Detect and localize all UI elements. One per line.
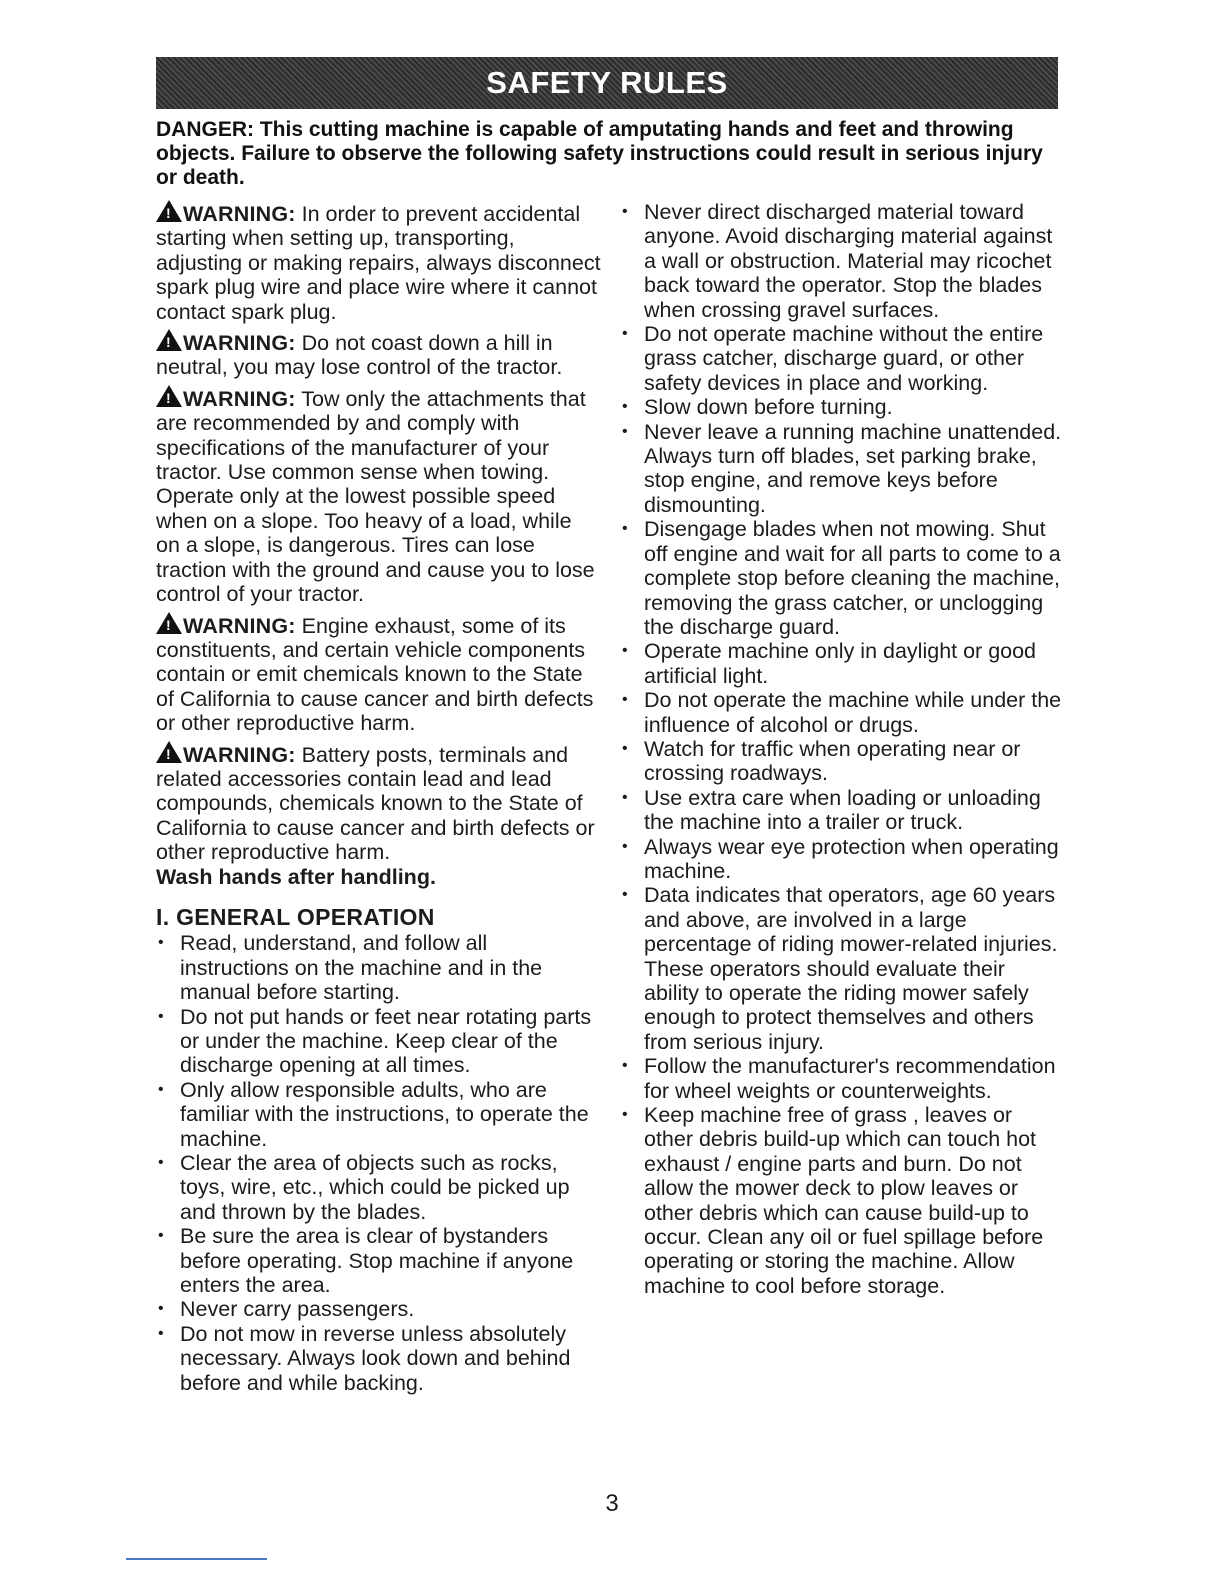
- list-item: • Do not mow in reverse unless absolutely necessary. Always look down and behind before and while backing.: [156, 1322, 601, 1395]
- list-item: • Slow down before turning.: [620, 395, 1065, 419]
- warning-text: Tow only the attachments that are recommended by and comply with specifications of the manufacturer of your tractor. Use common sense when towing. Operate only at the lowest possible speed when on a slope. Too heavy of a load, while on a slope, is dangerous. Tires can lose traction with the ground and cause you to lose control of your tractor.: [156, 386, 595, 607]
- list-item: • Do not put hands or feet near rotating parts or under the machine. Keep clear of the discharge opening at all times.: [156, 1005, 601, 1078]
- list-item: • Never leave a running machine unattended. Always turn off blades, set parking brake, stop engine, and remove keys before dismounting.: [620, 420, 1065, 518]
- list-item: • Do not operate the machine while under the influence of alcohol or drugs.: [620, 688, 1065, 737]
- warning-label: WARNING:: [183, 202, 296, 226]
- warning-text: Engine exhaust, some of its constituents, and certain vehicle components contain or emit chemicals known to the State of California to cause cancer and birth defects or other reproductive harm.: [156, 613, 594, 736]
- list-item: • Read, understand, and follow all instructions on the machine and in the manual before starting.: [156, 931, 601, 1004]
- warning-text: In order to prevent accidental starting when setting up, transporting, adjusting or making repairs, always disconnect spark plug wire and place wire where it cannot contact spark plug.: [156, 202, 601, 324]
- list-item: • Never carry passengers.: [156, 1297, 601, 1321]
- danger-statement: DANGER: This cutting machine is capable of amputating hands and feet and throwing objects. Failure to observe the following safety instructions could result in serious injury or death.: [156, 118, 1043, 189]
- left-column: [156, 200, 601, 1395]
- warning-label: WARNING:: [183, 386, 296, 411]
- list-item: • Do not operate machine without the entire grass catcher, discharge guard, or other safety devices in place and working.: [620, 322, 1065, 395]
- warning-triangle-icon: [156, 200, 182, 222]
- list-item: • Data indicates that operators, age 60 years and above, are involved in a large percentage of riding mower-related injuries. These operators should evaluate their ability to operate the riding mower safely enough to protect themselves and others from serious injury.: [620, 883, 1065, 1054]
- general-operation-list-left: [156, 931, 601, 1395]
- warning-label: WARNING:: [183, 331, 296, 356]
- warning-block: [156, 329, 601, 380]
- warning-triangle-icon: [156, 741, 182, 763]
- section-heading-general-operation: I. GENERAL OPERATION: [156, 903, 435, 930]
- wash-hands-notice: Wash hands after handling.: [156, 864, 436, 889]
- list-item: • Always wear eye protection when operating machine.: [620, 835, 1065, 884]
- warning-label: WARNING:: [183, 742, 296, 767]
- warning-block: [156, 200, 601, 324]
- warning-triangle-icon: [156, 329, 182, 351]
- footer-rule: [126, 1558, 267, 1560]
- warning-label: WARNING:: [183, 613, 296, 638]
- list-item: • Follow the manufacturer's recommendation for wheel weights or counterweights.: [620, 1054, 1065, 1103]
- list-item: • Keep machine free of grass , leaves or other debris build-up which can touch hot exhaust / engine parts and burn. Do not allow the mower deck to plow leaves or other debris which can cause build-up to occur. Clean any oil or fuel spillage before operating or storing the machine. Allow machine to cool before storage.: [620, 1103, 1065, 1298]
- warning-block: [156, 741, 601, 889]
- list-item: • Clear the area of objects such as rocks, toys, wire, etc., which could be picked up and thrown by the blades.: [156, 1151, 601, 1224]
- warning-text: Do not coast down a hill in neutral, you may lose control of the tractor.: [156, 331, 563, 380]
- warning-block: [156, 385, 601, 607]
- list-item: • Never direct discharged material toward anyone. Avoid discharging material against a wall or obstruction. Material may ricochet back toward the operator. Stop the blades when crossing gravel surfaces.: [620, 200, 1065, 322]
- warning-triangle-icon: [156, 612, 182, 634]
- page-number: 3: [605, 1490, 619, 1517]
- list-item: • Disengage blades when not mowing. Shut off engine and wait for all parts to come to a complete stop before cleaning the machine, removing the grass catcher, or unclogging the discharge guard.: [620, 517, 1065, 639]
- general-operation-list-right: [620, 200, 1065, 1298]
- list-item: • Only allow responsible adults, who are familiar with the instructions, to operate the machine.: [156, 1078, 601, 1151]
- right-column: [620, 200, 1065, 1298]
- banner-title: SAFETY RULES: [486, 65, 728, 100]
- warning-triangle-icon: [156, 385, 182, 407]
- list-item: • Operate machine only in daylight or good artificial light.: [620, 639, 1065, 688]
- warning-text: Battery posts, terminals and related accessories contain lead and lead compounds, chemicals known to the State of California to cause cancer and birth defects or other reproductive harm.: [156, 742, 595, 865]
- list-item: • Use extra care when loading or unloading the machine into a trailer or truck.: [620, 786, 1065, 835]
- warning-block: [156, 612, 601, 736]
- list-item: • Watch for traffic when operating near or crossing roadways.: [620, 737, 1065, 786]
- safety-rules-banner: [156, 57, 1058, 109]
- list-item: • Be sure the area is clear of bystanders before operating. Stop machine if anyone enters the area.: [156, 1224, 601, 1297]
